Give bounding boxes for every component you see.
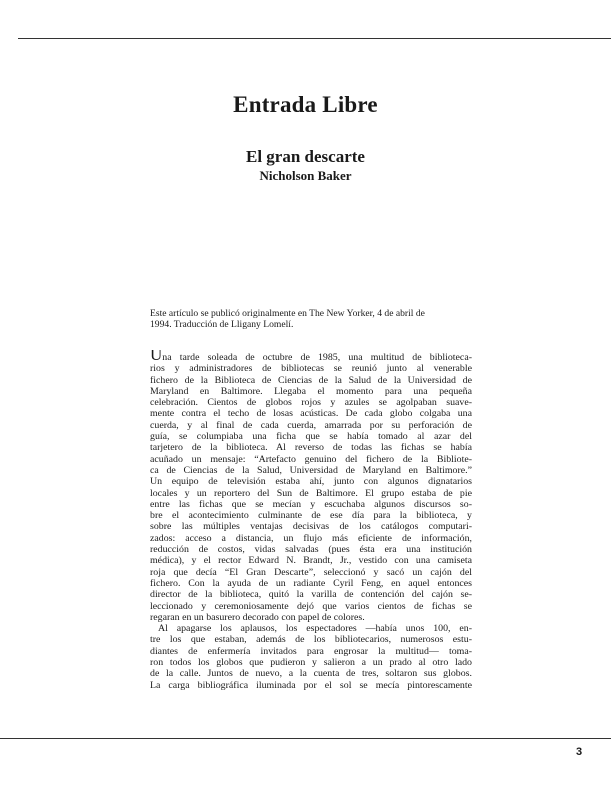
body-line: ca de Ciencias de la Salud, Universidad de Maryland en Baltimore.” xyxy=(150,464,472,476)
body-line: tre los que estaban, además de los bibliotecarios, numerosos estu- xyxy=(150,634,472,646)
author-name: Nicholson Baker xyxy=(259,168,352,183)
body-line-first xyxy=(150,350,472,363)
body-line: reducción de costos, vidas salvadas (pues ésta era una institución xyxy=(150,544,472,556)
body-line: leccionado y ceremoniosamente dejó que varios cientos de fichas se xyxy=(150,600,472,612)
page-number: 3 xyxy=(576,746,583,758)
body-line: Un equipo de televisión estaba ahí, junto con algunos dignatarios xyxy=(150,476,472,488)
section-title: Entrada Libre xyxy=(233,92,378,117)
body-line-text: na tarde soleada de octubre de 1985, una multitud de biblioteca- xyxy=(162,352,472,363)
body-line: cuerda, y al final de cada cuerda, amarrada por su perforación de xyxy=(150,419,472,431)
body-line: La carga bibliográfica iluminada por el sol se mecía pintorescamente xyxy=(150,679,472,691)
publication-note xyxy=(150,308,472,330)
body-line: sobre las múltiples ventajas decisivas de los catálogos computari- xyxy=(150,521,472,533)
body-line: fichero. Con la ayuda de un radiante Cyril Feng, en aquel entonces xyxy=(150,577,472,589)
body-line: diantes de enfermería invitados para engrosar la multitud— toma- xyxy=(150,645,472,657)
body-line: director de la biblioteca, quitó la varilla de contención del cajón se- xyxy=(150,589,472,601)
body-line: ron todos los globos que pudieron y salieron a un prado al otro lado xyxy=(150,657,472,669)
body-line: médica), y el rector Edward N. Brandt, Jr., vestido con una camiseta xyxy=(150,555,472,567)
article-body xyxy=(150,350,472,691)
body-line: regaran en un basurero decorado con papel de colores. xyxy=(150,611,365,623)
note-line: 1994. Traducción de Lligany Lomelí. xyxy=(150,319,294,331)
body-line: locales y un reportero del Sun de Baltimore. El grupo estaba de pie xyxy=(150,487,472,499)
bottom-rule xyxy=(0,738,611,739)
body-line: entre las fichas que se mecían y escuchaba algunos discursos so- xyxy=(150,498,472,510)
body-line: de la calle. Juntos de nuevo, a la cuenta de tres, soltaron sus globos. xyxy=(150,668,472,680)
body-line: Al apagarse los aplausos, los espectadores —había unos 100, en- xyxy=(158,623,472,635)
body-line: tarjetero de la biblioteca. Al reverso de todas las fichas se había xyxy=(150,442,472,454)
top-rule xyxy=(18,38,611,39)
body-line: zados: acceso a distancia, un flujo más eficiente de información, xyxy=(150,532,472,544)
body-line: mente contra el techo de losas acústicas. De cada globo colgaba una xyxy=(150,408,472,420)
body-line: bre el acontecimiento culminante de ese día para la biblioteca, y xyxy=(150,510,472,522)
note-line: Este artículo se publicó originalmente en The New Yorker, 4 de abril de xyxy=(150,308,425,319)
body-line: roja que decía “El Gran Descarte”, seleccionó y sacó un cajón del xyxy=(150,566,472,578)
body-line: Maryland en Baltimore. Llegaba el momento para una pequeña xyxy=(150,385,472,397)
body-line: celebración. Cientos de globos rojos y azules se agolpaban suave- xyxy=(150,397,472,409)
body-line: acuñado un mensaje: “Artefacto genuino del fichero de la Bibliote- xyxy=(150,453,472,465)
article-title: El gran descarte xyxy=(246,147,365,166)
body-line: guía, se columpiaba una ficha que se había tomado al azar del xyxy=(150,431,472,443)
body-line: rios y administradores de bibliotecas se reunió junto al venerable xyxy=(150,363,472,375)
body-line: fichero de la Biblioteca de Ciencias de la Salud de la Universidad de xyxy=(150,374,472,386)
drop-cap: U xyxy=(150,350,163,364)
